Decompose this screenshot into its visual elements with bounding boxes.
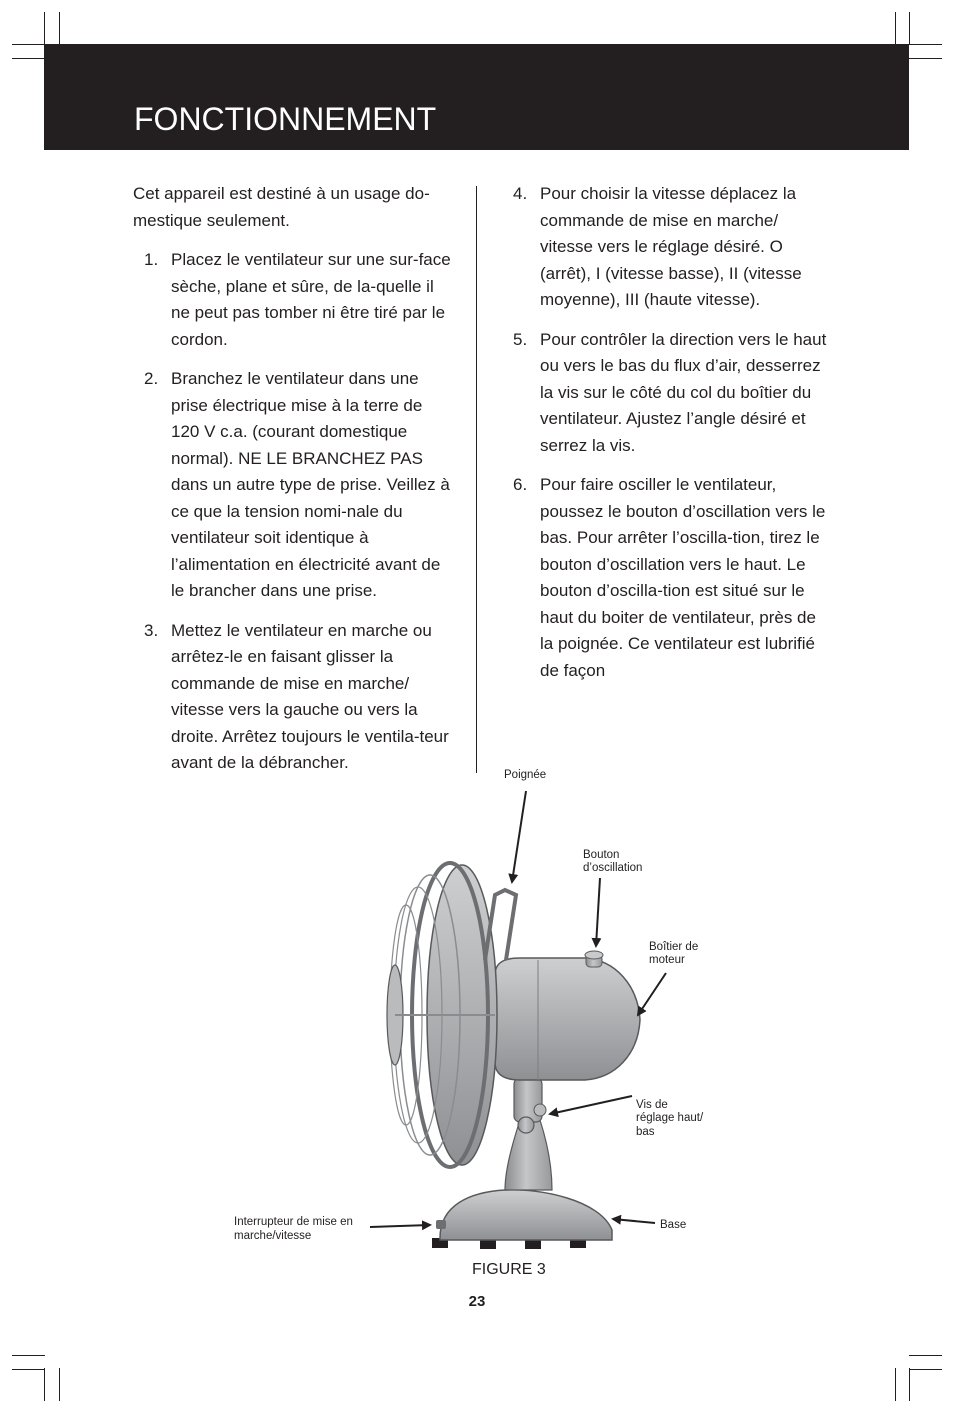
label-base: Base: [660, 1219, 687, 1231]
arrow-handle: [512, 791, 526, 882]
motor-housing: [495, 958, 640, 1080]
step-number: 2.: [144, 369, 159, 388]
step-number: 4.: [513, 184, 528, 203]
label-tilt-screw-line1: Vis de: [636, 1099, 668, 1111]
label-motor-housing-line1: Boîtier de: [649, 941, 699, 953]
section-title: FONCTIONNEMENT: [134, 101, 437, 137]
step-text: Mettez le ventilateur en marche ou arrêtez-le en faisant glisser la commande de mise en marche/ vitesse vers la gauche ou vers la droite. Arrêtez toujours le ventila-teur avant de la débrancher.: [171, 620, 449, 772]
label-motor-housing-line2: moteur: [649, 954, 685, 966]
step-number: 1.: [144, 250, 159, 269]
arrow-tilt-screw: [550, 1096, 632, 1114]
arrow-oscillation-button: [596, 878, 600, 946]
label-oscillation-button-line1: Bouton: [583, 849, 620, 861]
step-number: 3.: [144, 620, 159, 640]
tilt-screw-knob: [518, 1117, 534, 1133]
step-number: 6.: [513, 475, 528, 494]
label-oscillation-button-line2: d’oscillation: [583, 862, 643, 874]
base-foot: [480, 1240, 496, 1249]
base-foot: [525, 1240, 541, 1249]
label-power-switch-line1: Interrupteur de mise en: [234, 1216, 353, 1228]
power-switch: [436, 1220, 446, 1229]
label-tilt-screw-line3: bas: [636, 1126, 655, 1138]
step-text: Placez le ventilateur sur une sur-face sèche, plane et sûre, de la-quelle il ne peut pas tomber ni être tiré par le cordon.: [171, 250, 451, 349]
step-text: Branchez le ventilateur dans une prise électrique mise à la terre de 120 V c.a. (courant domestique normal). NE LE BRANCHEZ PAS dans un autre type de prise. Veillez à ce que la tension nomi-nale du ventilateur soit identique à l’alimentation en électricité avant de le brancher dans une prise.: [171, 369, 450, 600]
arrow-power-switch: [370, 1225, 430, 1227]
fan-base: [440, 1190, 612, 1240]
arrow-motor-housing: [638, 973, 666, 1015]
label-handle: Poignée: [504, 769, 547, 781]
page-number: 23: [468, 1293, 486, 1310]
step-text: Pour contrôler la direction vers le haut ou vers le bas du flux d’air, desserrez la vis sur le côté du col du boîtier du ventilateur. Ajustez l’angle désiré et serrez la vis.: [540, 329, 827, 455]
step-text: Pour choisir la vitesse déplacez la commande de mise en marche/ vitesse vers le réglage désiré. O (arrêt), I (vitesse basse), II (vitesse moyenne), III (haute vitesse).: [540, 184, 802, 309]
intro-paragraph: Cet appareil est destiné à un usage do-mestique seulement.: [133, 184, 430, 230]
label-tilt-screw-line2: réglage haut/: [636, 1112, 704, 1124]
step-number: 5.: [513, 329, 528, 349]
step-text: Pour faire osciller le ventilateur, poussez le bouton d’oscillation vers le bas. Pour arrêter l’oscilla-tion, tirez le bouton d’oscillation vers le haut. Le bouton d’oscilla-tion est situé sur le haut du boiter de ventilateur, près de la poignée. Ce ventilateur est lubrifié de façon: [540, 475, 826, 680]
tilt-screw: [534, 1104, 546, 1116]
figure-caption: FIGURE 3: [472, 1261, 546, 1278]
arrow-base: [613, 1219, 655, 1223]
label-power-switch-line2: marche/vitesse: [234, 1230, 312, 1242]
